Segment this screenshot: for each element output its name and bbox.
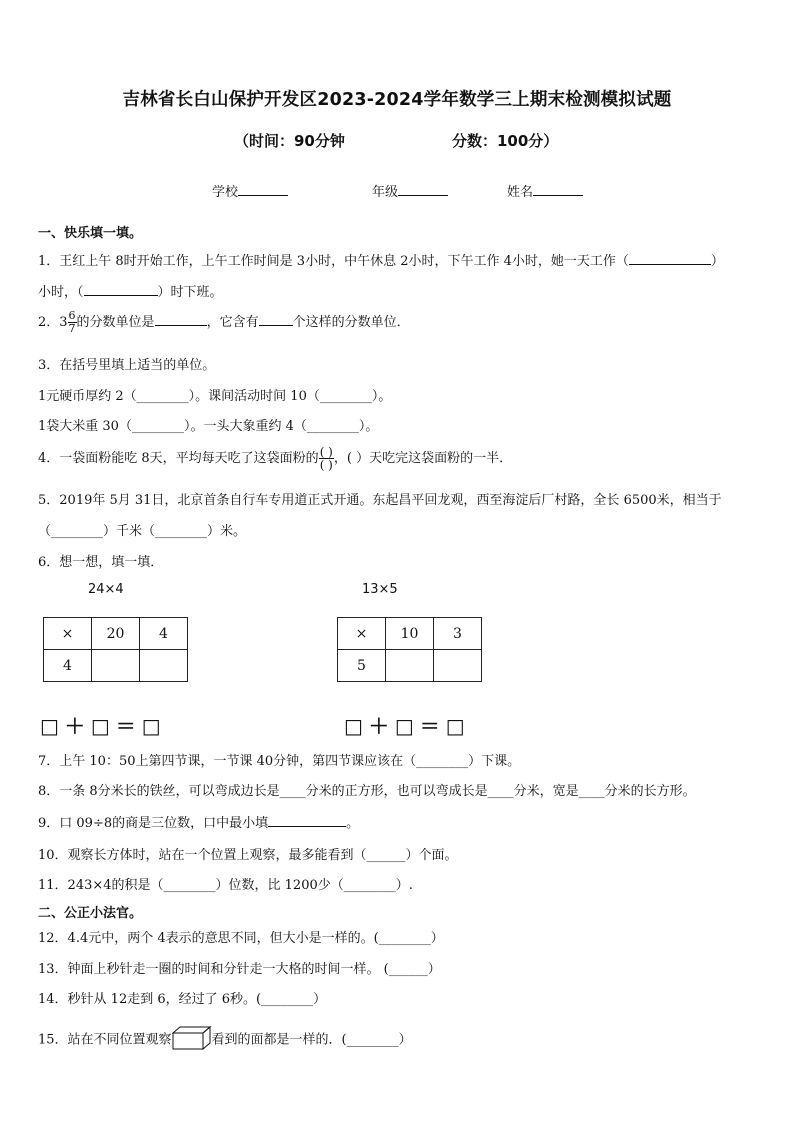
question-4: 4．一袋面粉能吃 8天，平均每天吃了这袋面粉的 $\frac{( )}{( )}$ ，( ）天吃完这袋面粉的一半． (38, 445, 513, 472)
q9-blank[interactable] (268, 813, 346, 827)
school-field[interactable] (212, 181, 288, 200)
q6-left-equation[interactable]: □＋□＝□ (40, 714, 167, 738)
q1-blank-hours[interactable] (629, 251, 711, 265)
exam-score: 分数：100分） (452, 132, 559, 150)
table-cell-answer[interactable] (140, 650, 188, 682)
question-7[interactable]: 7．上午 10：50上第四节课，一节课 40分钟，第四节课应该在（________）下课。 (38, 754, 521, 769)
q1-blank-end-time[interactable] (84, 282, 158, 296)
question-5-line-1: 5．2019年 5月 31日，北京首条自行车专用道正式开通。东起昌平回龙观，西至海淀后厂村路，全长 6500米，相当于 (38, 493, 722, 508)
name-blank[interactable] (533, 182, 583, 196)
table-cell-answer[interactable] (92, 650, 140, 682)
mixed-fraction: $\frac{6}{7}$ (68, 309, 76, 335)
question-1-line-2: 小时，（ ）时下班。 (38, 281, 223, 300)
page-title: 吉林省长白山保护开发区2023-2024学年数学三上期末检测模拟试题 (122, 90, 672, 110)
question-8[interactable]: 8．一条 8分米长的铁丝，可以弯成边长是____分米的正方形，也可以弯成长是____分米，宽是____分米的长方形。 (38, 784, 696, 799)
name-label: 姓名 (507, 185, 534, 200)
q6-right-table (337, 617, 482, 682)
table-cell-header: 4 (140, 618, 188, 650)
cuboid-icon (172, 1026, 212, 1054)
question-6: 6．想一想，填一填． (38, 555, 164, 570)
table-cell-answer[interactable] (386, 650, 434, 682)
table-cell-header: 20 (92, 618, 140, 650)
table-cell-operator: × (338, 618, 386, 650)
table-cell-multiplier: 5 (338, 650, 386, 682)
question-2: 2．3 $\frac{6}{7}$ 的分数单位是 ，它含有 个这样的分数单位． (38, 309, 410, 335)
table-cell-answer[interactable] (434, 650, 482, 682)
table-cell-operator: × (44, 618, 92, 650)
q6-left-table (43, 617, 188, 682)
table-cell-multiplier: 4 (44, 650, 92, 682)
q2-blank-unit[interactable] (155, 312, 207, 326)
q2-blank-count[interactable] (259, 312, 293, 326)
question-5-line-2[interactable]: （________）千米（________）米。 (38, 524, 247, 539)
question-3-line-1[interactable]: 1元硬币厚约 2（________）。课间活动时间 10（________）。 (38, 389, 392, 404)
exam-time: （时间：90分钟 (234, 132, 345, 150)
question-1-line-1: 1．王红上午 8时开始工作，上午工作时间是 3小时，中午休息 2小时，下午工作 4小时，她一天工作（ ） (38, 250, 724, 269)
q6-left-expression: 24×4 (88, 582, 124, 597)
school-blank[interactable] (238, 182, 288, 196)
question-9: 9．口 09÷8的商是三位数，口中最小填 。 (38, 812, 359, 831)
grade-field[interactable] (372, 181, 448, 200)
q6-right-expression: 13×5 (362, 582, 398, 597)
question-3-line-2[interactable]: 1袋大米重 30（________）。一头大象重约 4（________）。 (38, 419, 379, 434)
question-12[interactable]: 12．4.4元中，两个 4表示的意思不同，但大小是一样的。(________） (38, 931, 444, 946)
table-cell-header: 3 (434, 618, 482, 650)
school-label: 学校 (212, 185, 239, 200)
q6-right-equation[interactable]: □＋□＝□ (344, 714, 471, 738)
question-3: 3．在括号里填上适当的单位。 (38, 358, 216, 373)
grade-label: 年级 (372, 185, 399, 200)
table-cell-header: 10 (386, 618, 434, 650)
section-heading-1: 一、快乐填一填。 (38, 226, 143, 241)
question-14[interactable]: 14．秒针从 12走到 6，经过了 6秒。(________） (38, 992, 327, 1007)
question-13[interactable]: 13．钟面上秒针走一圈的时间和分针走一大格的时间一样。 (______） (38, 962, 441, 977)
q4-fraction-blank[interactable]: $\frac{( )}{( )}$ (319, 445, 333, 472)
question-15: 15．站在不同位置观察 看到的面都是一样的．(________） (38, 1026, 412, 1054)
question-10[interactable]: 10．观察长方体时，站在一个位置上观察，最多能看到（______）个面。 (38, 848, 458, 863)
question-11[interactable]: 11．243×4的积是（________）位数，比 1200少（________）. (38, 878, 413, 893)
name-field[interactable] (507, 181, 583, 200)
section-heading-2: 二、公正小法官。 (38, 906, 143, 921)
grade-blank[interactable] (398, 182, 448, 196)
